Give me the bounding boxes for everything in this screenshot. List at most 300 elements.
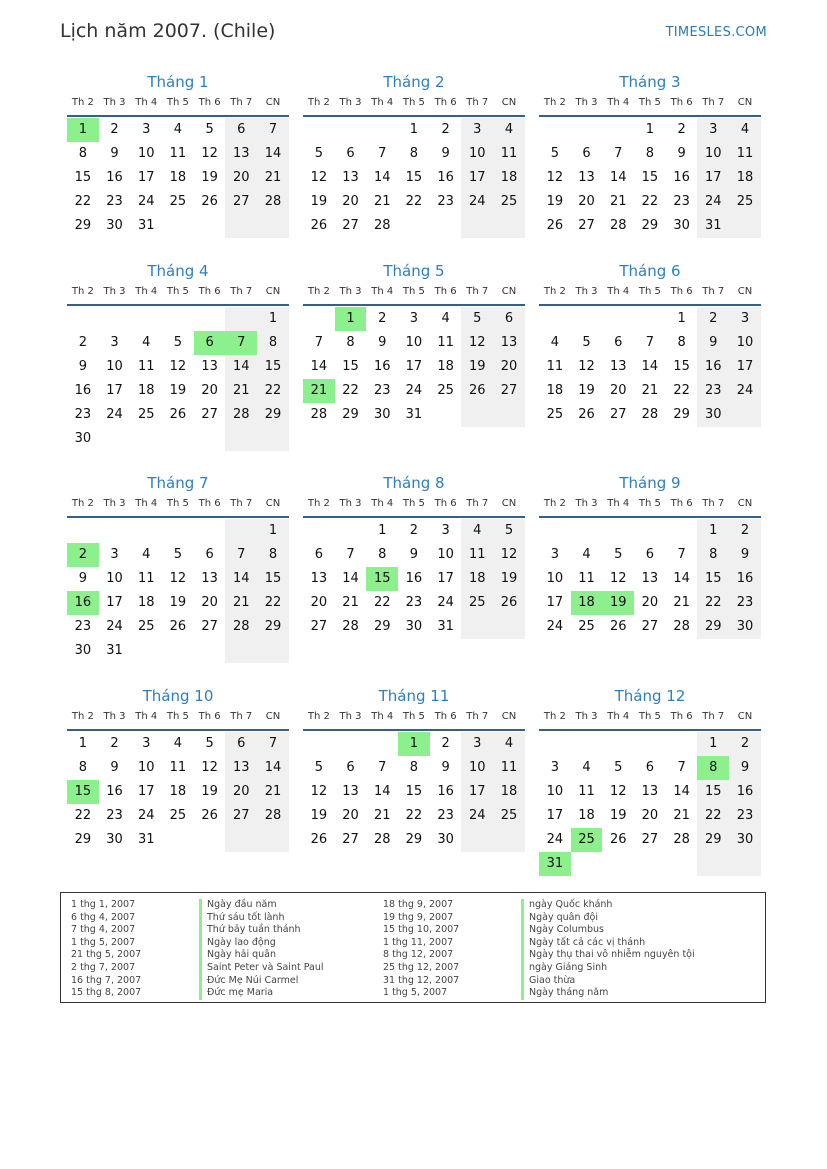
day-cell: 13 — [609, 359, 627, 374]
day-cell: 27 — [641, 619, 659, 634]
weekday-header — [67, 494, 289, 518]
day-cell: 22 — [257, 591, 289, 615]
day-cell: 22 — [342, 383, 359, 398]
day-cell: 14 — [257, 142, 289, 166]
holiday-name: Ngày Columbus — [529, 924, 604, 936]
day-cell: 11 — [437, 335, 454, 350]
day-cell: 30 — [74, 643, 92, 658]
day-cell: 18 — [578, 808, 595, 823]
day-cell: 10 — [546, 784, 564, 799]
empty-cell — [225, 427, 257, 451]
holiday-date: 15 thg 8, 2007 — [71, 987, 142, 999]
day-cell: 22 — [373, 595, 391, 610]
day-cell: 9 — [110, 146, 119, 161]
weekday-label: Th 3 — [103, 711, 126, 722]
day-cell: 2 — [729, 519, 761, 543]
day-grid — [539, 118, 761, 238]
empty-cell — [634, 307, 666, 331]
day-cell: 20 — [225, 780, 257, 804]
day-cell: 28 — [225, 403, 257, 427]
weekday-label: Th 4 — [607, 286, 630, 297]
holiday-day-cell: 1 — [335, 307, 367, 331]
day-cell: 5 — [614, 547, 623, 562]
holiday-date: 21 thg 5, 2007 — [71, 949, 142, 961]
day-cell: 17 — [546, 808, 564, 823]
day-cell: 12 — [493, 543, 525, 567]
day-cell: 10 — [106, 359, 123, 374]
day-cell: 3 — [441, 523, 450, 538]
day-cell: 7 — [257, 118, 289, 142]
holiday-date: 18 thg 9, 2007 — [383, 899, 454, 910]
day-cell: 9 — [729, 756, 761, 780]
month-calendar — [67, 472, 289, 663]
day-cell: 12 — [609, 571, 627, 586]
day-cell: 10 — [461, 756, 493, 780]
weekday-label: Th 7 — [230, 286, 253, 297]
day-cell: 4 — [729, 118, 761, 142]
empty-cell — [194, 307, 226, 331]
day-cell: 4 — [441, 311, 450, 326]
day-cell: 24 — [461, 190, 493, 214]
day-cell: 26 — [169, 619, 187, 634]
empty-cell — [194, 427, 226, 451]
empty-cell — [493, 615, 525, 639]
holiday-name: Thứ bảy tuần thánh — [207, 924, 301, 936]
day-cell: 4 — [493, 118, 525, 142]
day-cell: 30 — [405, 619, 423, 634]
empty-cell — [67, 307, 99, 331]
empty-cell — [194, 214, 226, 238]
day-cell: 20 — [225, 166, 257, 190]
day-cell: 15 — [74, 170, 92, 185]
holiday-date: 19 thg 9, 2007 — [383, 911, 454, 923]
weekday-label: CN — [501, 498, 517, 509]
day-cell: 24 — [137, 194, 155, 209]
day-cell: 11 — [729, 142, 761, 166]
weekday-label: Th 4 — [371, 711, 394, 722]
weekday-header — [539, 707, 761, 731]
day-cell: 25 — [137, 407, 155, 422]
day-cell: 12 — [201, 760, 218, 775]
weekday-header — [67, 282, 289, 306]
day-cell: 30 — [437, 832, 454, 847]
day-cell: 16 — [729, 567, 761, 591]
weekday-label: Th 3 — [339, 286, 362, 297]
day-grid — [67, 307, 289, 451]
day-cell: 25 — [137, 619, 155, 634]
empty-cell — [602, 852, 634, 876]
holiday-date: 1 thg 5, 2007 — [383, 987, 448, 999]
empty-cell — [602, 732, 634, 756]
day-cell: 23 — [405, 595, 423, 610]
day-cell: 4 — [582, 547, 591, 562]
weekday-label: Th 3 — [103, 498, 126, 509]
day-cell: 20 — [342, 808, 359, 823]
day-cell: 8 — [346, 335, 355, 350]
weekday-label: Th 4 — [371, 97, 394, 108]
day-cell: 19 — [310, 808, 328, 823]
day-cell: 12 — [546, 170, 564, 185]
empty-cell — [461, 615, 493, 639]
empty-cell — [697, 852, 729, 876]
day-cell: 9 — [441, 760, 450, 775]
weekday-header — [539, 282, 761, 306]
weekday-label: Th 7 — [702, 711, 725, 722]
day-cell: 15 — [641, 170, 659, 185]
day-cell: 6 — [493, 307, 525, 331]
empty-cell — [461, 403, 493, 427]
day-cell: 13 — [201, 359, 218, 374]
day-cell: 20 — [641, 808, 659, 823]
empty-cell — [634, 852, 666, 876]
empty-cell — [634, 732, 666, 756]
holiday-day-cell: 25 — [571, 828, 603, 852]
site-link[interactable]: TIMESLES.COM — [665, 25, 767, 40]
holiday-day-cell: 1 — [67, 118, 99, 142]
empty-cell — [99, 427, 131, 451]
day-cell: 9 — [378, 335, 387, 350]
month-title: Tháng 10 — [142, 687, 214, 705]
weekday-label: Th 2 — [71, 711, 94, 722]
day-cell: 6 — [645, 760, 655, 775]
day-cell: 14 — [225, 567, 257, 591]
day-cell: 23 — [729, 591, 761, 615]
weekday-label: Th 2 — [543, 97, 566, 108]
day-cell: 25 — [169, 808, 187, 823]
empty-cell — [130, 519, 162, 543]
day-cell: 28 — [373, 832, 391, 847]
day-cell: 6 — [314, 547, 323, 562]
day-cell: 22 — [697, 591, 729, 615]
day-cell: 29 — [257, 615, 289, 639]
day-cell: 8 — [697, 543, 729, 567]
weekday-label: Th 4 — [607, 97, 630, 108]
day-cell: 12 — [169, 571, 187, 586]
day-cell: 25 — [578, 619, 595, 634]
holiday-day-cell: 21 — [303, 379, 335, 403]
weekday-header — [303, 494, 525, 518]
day-cell: 1 — [257, 307, 289, 331]
empty-cell — [303, 118, 335, 142]
day-cell: 21 — [641, 383, 659, 398]
empty-cell — [194, 639, 226, 663]
empty-cell — [493, 403, 525, 427]
day-cell: 26 — [201, 808, 218, 823]
day-cell: 4 — [493, 732, 525, 756]
day-cell: 1 — [697, 732, 729, 756]
day-cell: 3 — [142, 122, 151, 137]
holiday-date: 7 thg 4, 2007 — [71, 924, 136, 936]
empty-cell — [130, 427, 162, 451]
day-cell: 1 — [697, 519, 729, 543]
empty-cell — [571, 852, 603, 876]
weekday-label: Th 2 — [543, 711, 566, 722]
day-cell: 4 — [173, 122, 183, 137]
month-calendar — [67, 685, 289, 852]
empty-cell — [194, 828, 226, 852]
empty-cell — [398, 214, 430, 238]
day-cell: 16 — [405, 571, 423, 586]
weekday-label: Th 4 — [607, 498, 630, 509]
day-cell: 9 — [78, 571, 87, 586]
month-calendar — [303, 260, 525, 427]
weekday-label: Th 2 — [543, 286, 566, 297]
weekday-label: Th 4 — [135, 97, 158, 108]
day-cell: 20 — [342, 194, 359, 209]
holiday-name: Ngày lao động — [207, 936, 276, 948]
day-cell: 8 — [409, 146, 419, 161]
day-cell: 8 — [78, 146, 87, 161]
month-calendar — [303, 71, 525, 238]
day-grid — [303, 519, 525, 639]
day-cell: 24 — [405, 383, 423, 398]
weekday-label: Th 5 — [402, 286, 425, 297]
day-cell: 19 — [578, 383, 595, 398]
weekday-label: Th 4 — [135, 711, 158, 722]
day-cell: 12 — [169, 359, 187, 374]
weekday-label: Th 7 — [230, 711, 253, 722]
day-cell: 7 — [645, 335, 655, 350]
day-cell: 11 — [578, 784, 595, 799]
holiday-dates-right — [383, 899, 503, 1000]
month-title: Tháng 8 — [383, 474, 445, 492]
day-cell: 21 — [673, 808, 690, 823]
weekday-label: Th 5 — [638, 498, 661, 509]
day-cell: 9 — [729, 543, 761, 567]
day-cell: 5 — [173, 335, 183, 350]
holiday-date: 15 thg 10, 2007 — [383, 924, 460, 936]
day-cell: 26 — [201, 194, 218, 209]
day-cell: 27 — [225, 804, 257, 828]
holiday-name: Ngày đầu năm — [207, 899, 277, 910]
month-title: Tháng 4 — [147, 262, 209, 280]
month-calendar — [67, 71, 289, 238]
empty-cell — [366, 118, 398, 142]
day-cell: 31 — [437, 619, 454, 634]
holiday-date: 8 thg 12, 2007 — [383, 949, 454, 961]
holiday-name: Ngày quân đội — [529, 911, 598, 923]
weekday-label: Th 4 — [135, 286, 158, 297]
day-cell: 26 — [546, 218, 564, 233]
month-title: Tháng 12 — [614, 687, 686, 705]
day-cell: 19 — [310, 194, 328, 209]
holiday-day-cell: 6 — [194, 331, 226, 355]
day-cell: 25 — [546, 407, 564, 422]
day-cell: 3 — [110, 547, 119, 562]
day-cell: 4 — [142, 547, 151, 562]
day-cell: 13 — [310, 571, 328, 586]
day-cell: 3 — [550, 760, 559, 775]
day-cell: 12 — [609, 784, 627, 799]
day-cell: 9 — [78, 359, 87, 374]
day-cell: 26 — [310, 832, 328, 847]
day-cell: 8 — [645, 146, 655, 161]
day-cell: 26 — [609, 619, 627, 634]
empty-cell — [461, 214, 493, 238]
empty-cell — [99, 519, 131, 543]
day-cell: 16 — [106, 784, 123, 799]
day-cell: 22 — [257, 379, 289, 403]
day-cell: 30 — [729, 828, 761, 852]
day-cell: 29 — [373, 619, 391, 634]
weekday-label: Th 5 — [166, 711, 189, 722]
day-cell: 29 — [697, 615, 729, 639]
day-cell: 14 — [342, 571, 359, 586]
day-cell: 14 — [310, 359, 328, 374]
day-cell: 6 — [645, 547, 655, 562]
day-cell: 19 — [493, 567, 525, 591]
holiday-day-cell: 15 — [67, 780, 99, 804]
day-cell: 3 — [461, 732, 493, 756]
day-cell: 30 — [373, 407, 391, 422]
day-cell: 21 — [257, 780, 289, 804]
day-cell: 23 — [106, 194, 123, 209]
empty-cell — [257, 427, 289, 451]
weekday-label: Th 4 — [135, 498, 158, 509]
day-cell: 13 — [493, 331, 525, 355]
empty-cell — [571, 118, 603, 142]
day-cell: 21 — [609, 194, 627, 209]
weekday-header — [67, 93, 289, 117]
holiday-day-cell: 1 — [398, 732, 430, 756]
day-cell: 29 — [697, 828, 729, 852]
day-cell: 18 — [169, 170, 187, 185]
day-grid — [539, 732, 761, 876]
day-cell: 22 — [673, 383, 690, 398]
empty-cell — [130, 307, 162, 331]
day-cell: 4 — [582, 760, 591, 775]
day-cell: 11 — [137, 359, 155, 374]
day-grid — [67, 519, 289, 663]
day-cell: 20 — [493, 355, 525, 379]
weekday-label: Th 5 — [402, 498, 425, 509]
day-cell: 29 — [257, 403, 289, 427]
day-cell: 28 — [373, 218, 391, 233]
day-grid — [539, 307, 761, 427]
day-cell: 4 — [550, 335, 559, 350]
day-cell: 7 — [225, 543, 257, 567]
day-cell: 20 — [609, 383, 627, 398]
day-cell: 25 — [437, 383, 454, 398]
month-calendar — [539, 71, 761, 238]
empty-cell — [162, 639, 194, 663]
day-cell: 2 — [729, 732, 761, 756]
day-cell: 27 — [342, 832, 359, 847]
weekday-label: Th 5 — [638, 97, 661, 108]
weekday-label: CN — [737, 97, 753, 108]
weekday-label: Th 3 — [103, 286, 126, 297]
day-cell: 8 — [378, 547, 387, 562]
empty-cell — [225, 307, 257, 331]
month-title: Tháng 1 — [147, 73, 209, 91]
day-cell: 7 — [257, 732, 289, 756]
empty-cell — [303, 519, 335, 543]
day-cell: 8 — [677, 335, 686, 350]
holiday-date: 25 thg 12, 2007 — [383, 961, 460, 973]
day-cell: 14 — [673, 784, 690, 799]
holiday-date: 2 thg 7, 2007 — [71, 961, 136, 973]
weekday-label: Th 6 — [198, 97, 221, 108]
day-cell: 23 — [437, 808, 454, 823]
empty-cell — [162, 307, 194, 331]
weekday-label: CN — [501, 711, 517, 722]
holiday-date: 6 thg 4, 2007 — [71, 911, 136, 923]
day-cell: 6 — [614, 335, 623, 350]
day-cell: 20 — [201, 595, 218, 610]
day-cell: 14 — [257, 756, 289, 780]
weekday-header — [303, 707, 525, 731]
holiday-day-cell: 2 — [67, 543, 99, 567]
day-cell: 25 — [493, 190, 525, 214]
day-cell: 18 — [546, 383, 564, 398]
holiday-list — [60, 892, 766, 1003]
weekday-label: CN — [737, 498, 753, 509]
month-title: Tháng 6 — [619, 262, 681, 280]
holiday-day-cell: 18 — [571, 591, 603, 615]
empty-cell — [461, 828, 493, 852]
weekday-label: Th 3 — [339, 711, 362, 722]
day-cell: 26 — [310, 218, 328, 233]
day-cell: 9 — [110, 760, 119, 775]
day-cell: 2 — [677, 122, 686, 137]
weekday-label: Th 7 — [466, 97, 489, 108]
day-cell: 14 — [373, 170, 391, 185]
day-cell: 27 — [578, 218, 595, 233]
weekday-label: Th 2 — [307, 711, 330, 722]
day-cell: 23 — [697, 379, 729, 403]
holiday-name: Ngày hải quân — [207, 949, 276, 961]
empty-cell — [162, 427, 194, 451]
month-calendar — [303, 685, 525, 852]
day-cell: 1 — [257, 519, 289, 543]
day-cell: 8 — [409, 760, 419, 775]
day-cell: 29 — [74, 832, 92, 847]
day-cell: 5 — [461, 307, 493, 331]
day-cell: 25 — [169, 194, 187, 209]
day-cell: 18 — [169, 784, 187, 799]
day-cell: 15 — [257, 567, 289, 591]
weekday-label: Th 2 — [71, 97, 94, 108]
day-cell: 28 — [225, 615, 257, 639]
day-cell: 16 — [373, 359, 391, 374]
day-cell: 17 — [106, 383, 123, 398]
weekday-label: Th 2 — [307, 97, 330, 108]
weekday-label: Th 3 — [575, 498, 598, 509]
day-cell: 16 — [437, 170, 454, 185]
day-cell: 3 — [461, 118, 493, 142]
weekday-label: Th 2 — [543, 498, 566, 509]
holiday-day-cell: 7 — [225, 331, 257, 355]
day-cell: 31 — [106, 643, 123, 658]
day-cell: 9 — [441, 146, 450, 161]
day-cell: 17 — [137, 170, 155, 185]
day-cell: 20 — [201, 383, 218, 398]
weekday-label: Th 7 — [702, 286, 725, 297]
day-cell: 11 — [546, 359, 564, 374]
day-cell: 28 — [310, 407, 328, 422]
day-cell: 26 — [609, 832, 627, 847]
day-cell: 7 — [378, 146, 387, 161]
holiday-day-cell: 8 — [697, 756, 729, 780]
day-cell: 17 — [405, 359, 423, 374]
day-cell: 29 — [405, 832, 423, 847]
day-cell: 15 — [697, 780, 729, 804]
day-cell: 16 — [74, 383, 92, 398]
holiday-name: ngày Giáng Sinh — [529, 961, 608, 973]
day-cell: 16 — [106, 170, 123, 185]
day-cell: 2 — [378, 311, 387, 326]
day-cell: 15 — [405, 784, 423, 799]
